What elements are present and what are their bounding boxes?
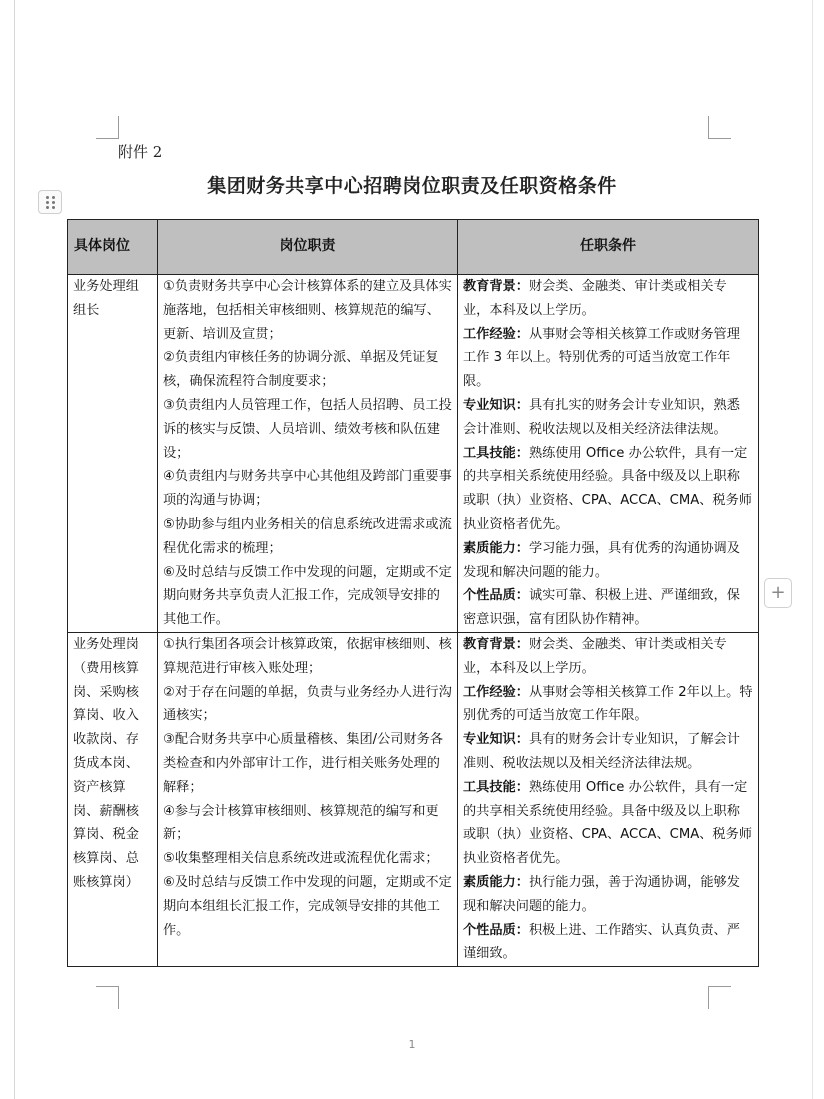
requirement-item <box>463 919 753 967</box>
requirement-label: 个性品质： <box>463 588 529 604</box>
plus-icon: + <box>770 582 786 603</box>
duty-item: ⑥及时总结与反馈工作中发现的问题，定期或不定期向财务共享负责人汇报工作，完成领导安排的其他工作。 <box>163 564 452 628</box>
margin-corner-top-left <box>96 116 119 139</box>
requirement-label: 工具技能： <box>463 445 529 461</box>
page-left-edge <box>14 0 15 1099</box>
duty-item: ⑤协助参与组内业务相关的信息系统改进需求或流程优化需求的梳理； <box>163 516 452 556</box>
margin-corner-bottom-right <box>708 986 731 1009</box>
requirement-text: 财会类、金融类、审计类或相关专业，本科及以上学历。 <box>463 636 727 676</box>
requirement-label: 工具技能： <box>463 779 529 795</box>
position-cell[interactable]: 业务处理岗（费用核算岗、采购核算岗、收入收款岗、存货成本岗、资产核算岗、薪酬核算岗、税金核算岗、总账核算岗） <box>68 632 158 966</box>
table-row <box>68 632 759 966</box>
requirement-text: 执行能力强，善于沟通协调，能够发现和解决问题的能力。 <box>463 874 740 914</box>
requirement-label: 素质能力： <box>463 874 529 890</box>
requirement-item <box>463 681 753 729</box>
requirement-item <box>463 442 753 537</box>
page-title[interactable]: 集团财务共享中心招聘岗位职责及任职资格条件 <box>207 175 617 197</box>
requirement-item <box>463 728 753 776</box>
requirement-item <box>463 871 753 919</box>
requirement-text: 财会类、金融类、审计类或相关专业，本科及以上学历。 <box>463 279 727 318</box>
requirement-label: 专业知识： <box>463 732 529 748</box>
requirement-item <box>463 394 753 442</box>
table-header-row <box>68 220 759 275</box>
requirement-text: 积极上进、工作踏实、认真负责、严谨细致。 <box>463 922 740 962</box>
requirement-text: 从事财会等相关核算工作或财务管理工作 3 年以上。特别优秀的可适当放宽工作年限。 <box>463 326 740 390</box>
requirement-label: 教育背景： <box>463 279 529 294</box>
requirement-text: 从事财会等相关核算工作 2年以上。特别优秀的可适当放宽工作年限。 <box>463 684 753 724</box>
requirement-text: 学习能力强，具有优秀的沟通协调及发现和解决问题的能力。 <box>463 540 740 580</box>
duty-item: ①负责财务共享中心会计核算体系的建立及具体实施落地，包括相关审核细则、核算规范的编写、更新、培训及宣贯； <box>163 279 452 342</box>
margin-corner-top-right <box>708 116 731 139</box>
header-duties[interactable]: 岗位职责 <box>158 220 458 275</box>
duty-item: ⑤收集整理相关信息系统改进或流程优化需求； <box>163 851 439 867</box>
requirement-item <box>463 275 753 323</box>
duty-item: ①执行集团各项会计核算政策，依据审核细则、核算规范进行审核入账处理； <box>163 636 452 676</box>
requirement-item <box>463 323 753 394</box>
duty-item: ④负责组内与财务共享中心其他组及跨部门重要事项的沟通与协调； <box>163 469 452 509</box>
drag-handle-icon <box>46 196 55 209</box>
position-cell[interactable]: 业务处理组组长 <box>68 275 158 633</box>
margin-corner-bottom-left <box>96 986 119 1009</box>
attachment-label: 附件 2 <box>118 143 163 161</box>
table-row <box>68 275 759 633</box>
requirement-item <box>463 584 753 632</box>
requirement-label: 素质能力： <box>463 540 529 556</box>
duties-cell[interactable] <box>158 632 458 966</box>
page-number: 1 <box>408 1038 416 1051</box>
duty-item: ⑥及时总结与反馈工作中发现的问题，定期或不定期向本组组长汇报工作，完成领导安排的其他工作。 <box>163 874 452 938</box>
duty-item: ③负责组内人员管理工作，包括人员招聘、员工投诉的核实与反馈、人员培训、绩效考核和队伍建设； <box>163 397 452 461</box>
requirement-item <box>463 776 753 871</box>
requirement-label: 专业知识： <box>463 397 529 413</box>
page-right-edge <box>812 0 813 1099</box>
duties-cell[interactable] <box>158 275 458 633</box>
duty-item: ②负责组内审核任务的协调分派、单据及凭证复核，确保流程符合制度要求； <box>163 350 439 390</box>
duty-item: ④参与会计核算审核细则、核算规范的编写和更新； <box>163 803 439 843</box>
table-move-handle[interactable] <box>38 190 62 214</box>
requirement-item <box>463 537 753 585</box>
requirement-text: 具有扎实的财务会计专业知识，熟悉会计准则、税收法规以及相关经济法律法规。 <box>463 397 740 437</box>
requirement-text: 诚实可靠、积极上进、严谨细致，保密意识强，富有团队协作精神。 <box>463 588 740 628</box>
requirements-cell[interactable] <box>458 275 759 633</box>
requirement-text: 具有的财务会计专业知识，了解会计准则、税收法规以及相关经济法律法规。 <box>463 732 740 771</box>
requirement-text: 熟练使用 Office 办公软件，具有一定的共享相关系统使用经验。具备中级及以上职称或职（执）业资格、CPA、ACCA、CMA、税务师执业资格者优先。 <box>463 445 752 532</box>
requirement-text: 熟练使用 Office 办公软件，具有一定的共享相关系统使用经验。具备中级及以上职称或职（执）业资格、CPA、ACCA、CMA、税务师执业资格者优先。 <box>463 779 752 867</box>
requirement-label: 工作经验： <box>463 684 529 700</box>
requirement-label: 个性品质： <box>463 922 529 938</box>
requirement-item <box>463 633 753 681</box>
header-position[interactable]: 具体岗位 <box>68 220 158 275</box>
duty-item: ③配合财务共享中心质量稽核、集团/公司财务各类检查和内外部审计工作，进行相关账务处理的解释； <box>163 732 444 795</box>
requirement-label: 教育背景： <box>463 636 529 652</box>
requirements-cell[interactable] <box>458 632 759 966</box>
job-table[interactable] <box>67 219 759 967</box>
header-requirements[interactable]: 任职条件 <box>458 220 759 275</box>
add-column-button[interactable] <box>764 578 792 608</box>
requirement-label: 工作经验： <box>463 326 529 342</box>
duty-item: ②对于存在问题的单据，负责与业务经办人进行沟通核实； <box>163 684 452 724</box>
